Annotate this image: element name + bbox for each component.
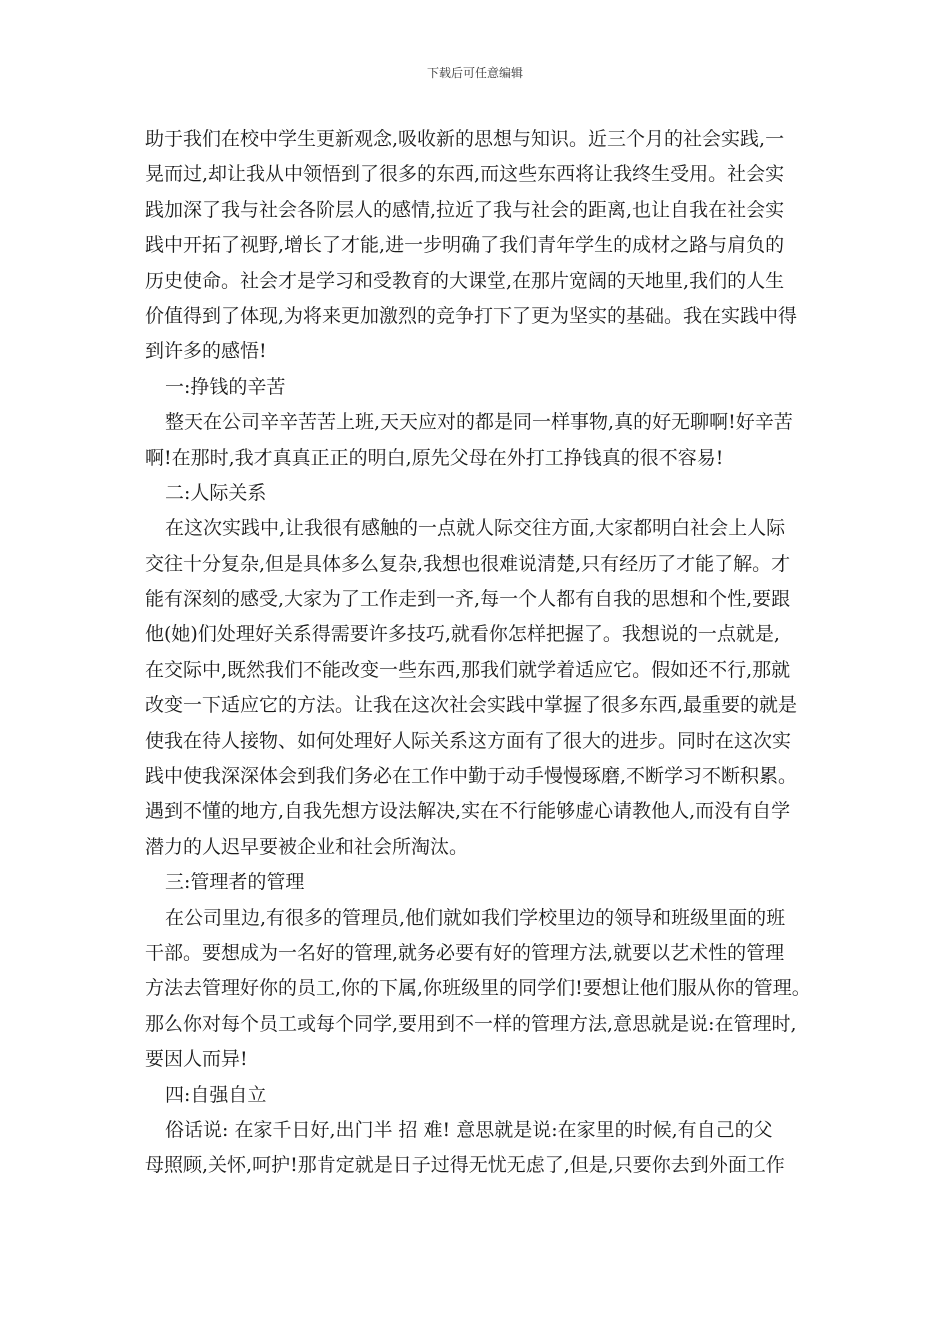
paragraph-line: 能有深刻的感受,大家为了工作走到一齐,每一个人都有自我的思想和个性,要跟	[145, 588, 791, 611]
paragraph-line: 整天在公司辛辛苦苦上班,天天应对的都是同一样事物,真的好无聊啊!好辛苦	[165, 411, 793, 434]
paragraph-line: 践加深了我与社会各阶层人的感情,拉近了我与社会的距离,也让自我在社会实	[145, 198, 785, 221]
paragraph-line: 母照顾,关怀,呵护!那肯定就是日子过得无忧无虑了,但是,只要你去到外面工作	[145, 1154, 785, 1177]
paragraph-line: 到许多的感悟!	[145, 340, 267, 363]
paragraph-line: 价值得到了体现,为将来更加激烈的竞争打下了更为坚实的基础。我在实践中得	[145, 304, 798, 327]
paragraph-line: 啊!在那时,我才真真正正的明白,原先父母在外打工挣钱真的很不容易!	[145, 446, 724, 469]
paragraph-line: 晃而过,却让我从中领悟到了很多的东西,而这些东西将让我终生受用。社会实	[145, 163, 785, 186]
paragraph-line: 使我在待人接物、如何处理好人际关系这方面有了很大的进步。同时在这次实	[145, 729, 792, 752]
paragraph-line: 交往十分复杂,但是具体多么复杂,我想也很难说清楚,只有经历了才能了解。才	[145, 552, 791, 575]
paragraph-line: 遇到不懂的地方,自我先想方设法解决,实在不行能够虚心请教他人,而没有自学	[145, 800, 791, 823]
paragraph-line: 践中使我深深体会到我们务必在工作中勤于动手慢慢琢磨,不断学习不断积累。	[145, 765, 798, 788]
section-heading: 二:人际关系	[165, 481, 267, 504]
section-heading: 四:自强自立	[165, 1083, 267, 1106]
paragraph-line: 要因人而异!	[145, 1048, 248, 1071]
paragraph-line: 那么你对每个员工或每个同学,要用到不一样的管理方法,意思就是说:在管理时,	[145, 1012, 797, 1035]
page-header: 下载后可任意编辑	[426, 66, 523, 80]
paragraph-line: 俗话说: 在家千日好,出门半 招 难! 意思就是说:在家里的时候,有自己的父	[165, 1118, 773, 1141]
paragraph-line: 改变一下适应它的方法。让我在这次社会实践中掌握了很多东西,最重要的就是	[145, 694, 798, 717]
paragraph-line: 干部。要想成为一名好的管理,就务必要有好的管理方法,就要以艺术性的管理	[145, 941, 785, 964]
paragraph-line: 方法去管理好你的员工,你的下属,你班级里的同学们!要想让他们服从你的管理。	[145, 977, 811, 1000]
paragraph-line: 助于我们在校中学生更新观念,吸收新的思想与知识。近三个月的社会实践,一	[145, 128, 785, 150]
paragraph-line: 他(她)们处理好关系得需要许多技巧,就看你怎样把握了。我想说的一点就是,	[145, 623, 780, 646]
paragraph-line: 在交际中,既然我们不能改变一些东西,那我们就学着适应它。假如还不行,那就	[145, 658, 791, 681]
paragraph-line: 潜力的人迟早要被企业和社会所淘汰。	[145, 835, 469, 858]
paragraph-line: 在公司里边,有很多的管理员,他们就如我们学校里边的领导和班级里面的班	[165, 906, 786, 929]
paragraph-line: 践中开拓了视野,增长了才能,进一步明确了我们青年学生的成材之路与肩负的	[145, 234, 785, 257]
section-heading: 一:挣钱的辛苦	[165, 375, 286, 398]
paragraph-line: 历史使命。社会才是学习和受教育的大课堂,在那片宽阔的天地里,我们的人生	[145, 269, 785, 292]
paragraph-line: 在这次实践中,让我很有感触的一点就人际交往方面,大家都明白社会上人际	[165, 517, 786, 540]
section-heading: 三:管理者的管理	[165, 871, 305, 894]
document-body	[145, 122, 825, 1184]
